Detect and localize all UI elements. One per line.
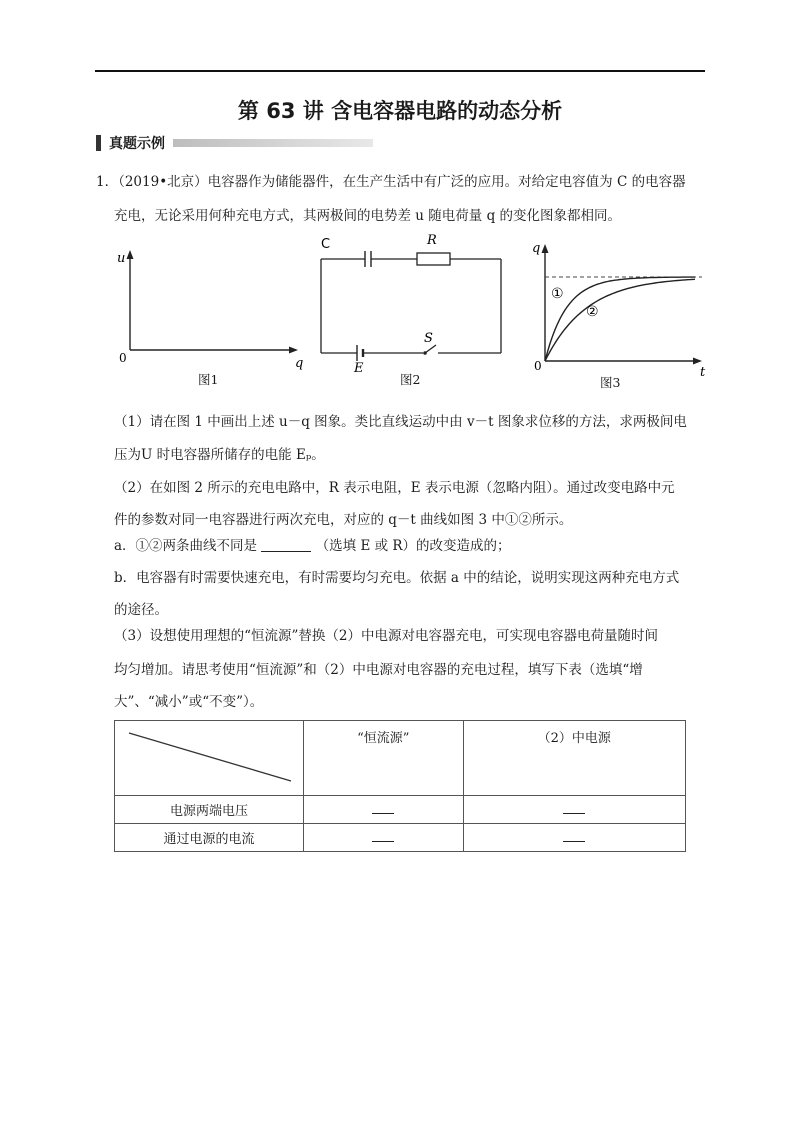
fig1-x-arrow <box>289 347 298 354</box>
section-underline <box>173 139 373 147</box>
answer-blank[interactable] <box>372 801 394 814</box>
fig2-bat-label: E <box>354 361 364 372</box>
answer-blank[interactable] <box>563 829 585 842</box>
q1-line2: 压为U 时电容器所储存的电能 Eₚ。 <box>114 447 325 463</box>
qa-answer-blank[interactable] <box>261 539 311 552</box>
fig1-y-arrow <box>127 250 134 259</box>
fig2-cap-label: C <box>321 237 331 252</box>
answer-blank[interactable] <box>563 801 585 814</box>
table-row <box>115 824 686 852</box>
fig3-curve-1 <box>545 277 695 361</box>
qa-line <box>114 536 511 556</box>
table-answer-cell[interactable] <box>463 796 685 824</box>
fig2-caption: 图2 <box>400 372 421 387</box>
fig3-curve-2 <box>545 279 695 361</box>
fig1-x-label: q <box>295 356 304 370</box>
q3-line1: （3）设想使用理想的“恒流源”替换（2）中电源对电容器充电，可实现电容器电荷量随时间 <box>114 628 658 644</box>
q3-line2: 均匀增加。请思考使用“恒流源”和（2）中电源对电容器的充电过程，填写下表（选填“增 <box>114 662 643 678</box>
table-row-label: 电源两端电压 <box>115 796 304 824</box>
q1-line1: （1）请在图 1 中画出上述 u－q 图象。类比直线运动中由 v－t 图象求位移的方法，求两极间电 <box>114 414 687 430</box>
fig1-y-label: u <box>117 251 126 266</box>
table-answer-cell[interactable] <box>304 824 464 852</box>
table-row <box>115 796 686 824</box>
q2-line1: （2）在如图 2 所示的充电电路中，R 表示电阻，E 表示电源（忽略内阻）。通过改变电路中元 <box>114 480 675 496</box>
top-rule <box>95 70 705 72</box>
fig2-switch-blade <box>425 345 436 353</box>
fig3-caption: 图3 <box>600 375 621 390</box>
figure-1 <box>112 240 312 370</box>
section-header <box>96 134 373 152</box>
q3-line3: 大”、“减小”或“不变”）。 <box>114 694 264 710</box>
qb-line2: 的途径。 <box>114 602 168 618</box>
fig3-origin: 0 <box>534 359 542 373</box>
table-header-constant-source: “恒流源” <box>304 721 464 796</box>
table-answer-cell[interactable] <box>304 796 464 824</box>
table-header-circuit-source: （2）中电源 <box>463 721 685 796</box>
fig2-resistor <box>417 253 450 265</box>
figure-3 <box>526 236 716 376</box>
answer-table <box>114 720 686 852</box>
intro-text-1: （2019•北京）电容器作为储能器件，在生产生活中有广泛的应用。对给定电容值为 C 的电容器 <box>118 174 686 190</box>
fig3-x-arrow <box>693 358 702 365</box>
qb-line1: b．电容器有时需要快速充电，有时需要均匀充电。依据 a 中的结论，说明实现这两种充电方式 <box>114 570 680 586</box>
corner-diagonal <box>115 721 303 796</box>
answer-blank[interactable] <box>372 829 394 842</box>
table-header-row <box>115 721 686 796</box>
section-marker <box>96 135 101 151</box>
table-answer-cell[interactable] <box>463 824 685 852</box>
section-label: 真题示例 <box>109 136 165 152</box>
qa-suffix: （选填 E 或 R）的改变造成的； <box>315 538 511 554</box>
table-corner-cell <box>115 721 304 796</box>
problem-intro-line1 <box>96 172 686 192</box>
fig3-curve-2-label: ② <box>586 304 599 320</box>
table-row-label: 通过电源的电流 <box>115 824 304 852</box>
fig3-curve-1-label: ① <box>551 286 564 302</box>
fig1-caption: 图1 <box>198 372 219 387</box>
problem-intro-line2: 充电，无论采用何种充电方式，其两极间的电势差 u 随电荷量 q 的变化图象都相同。 <box>114 208 622 224</box>
qa-prefix: a．①②两条曲线不同是 <box>114 538 258 554</box>
problem-number: 1． <box>96 174 119 190</box>
figure-2 <box>312 232 512 372</box>
fig3-y-arrow <box>542 244 549 253</box>
fig1-origin: 0 <box>119 351 127 365</box>
q2-line2: 件的参数对同一电容器进行两次充电，对应的 q－t 曲线如图 3 中①②所示。 <box>114 512 573 528</box>
fig2-switch-label: S <box>424 331 433 346</box>
page-title: 第 63 讲 含电容器电路的动态分析 <box>237 99 563 123</box>
fig3-y-label: q <box>532 241 541 256</box>
fig3-x-label: t <box>700 365 706 376</box>
fig2-res-label: R <box>427 233 437 248</box>
